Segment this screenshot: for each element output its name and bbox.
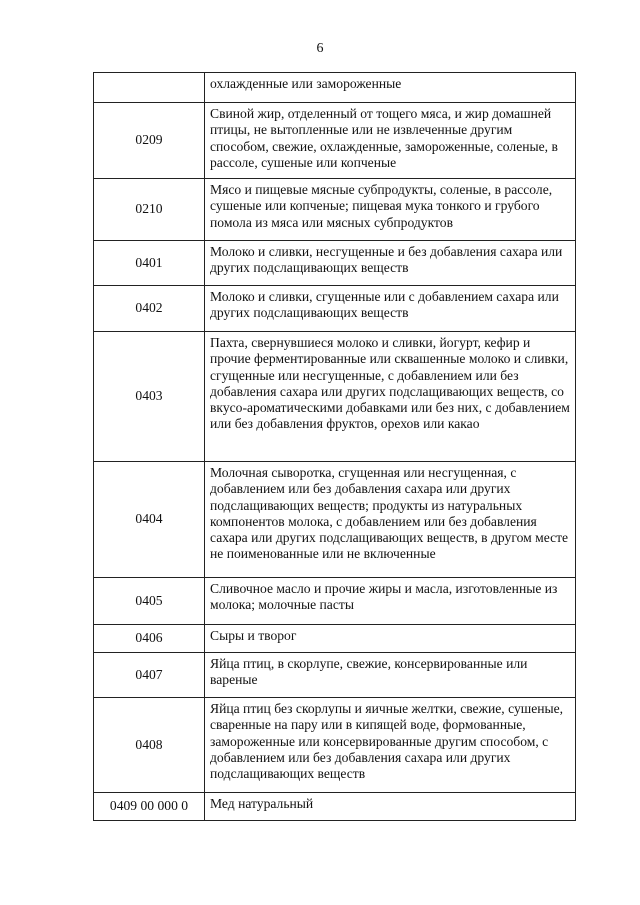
code-cell: 0209 — [94, 103, 205, 179]
code-cell: 0403 — [94, 332, 205, 462]
description-cell: Мед натуральный — [205, 793, 576, 821]
table-row — [94, 73, 576, 103]
table-row — [94, 793, 576, 821]
description-cell: Сыры и творог — [205, 625, 576, 653]
table-row — [94, 332, 576, 462]
description-cell: Молоко и сливки, сгущенные или с добавлением сахара или других подслащивающих веществ — [205, 286, 576, 332]
table-row — [94, 625, 576, 653]
description-cell: Яйца птиц, в скорлупе, свежие, консервированные или вареные — [205, 653, 576, 698]
description-cell: Яйца птиц без скорлупы и яичные желтки, свежие, сушеные, сваренные на пару или в кипящей воде, формованные, замороженные или консервированные другим способом, с добавлением или без добавления сахара или других подслащивающих веществ — [205, 698, 576, 793]
description-cell: Свиной жир, отделенный от тощего мяса, и жир домашней птицы, не вытопленные или не извлеченные другим способом, свежие, охлажденные, замороженные, соленые, в рассоле, сушеные или копченые — [205, 103, 576, 179]
description-cell: Молоко и сливки, несгущенные и без добавления сахара или других подслащивающих веществ — [205, 241, 576, 286]
code-cell: 0408 — [94, 698, 205, 793]
description-cell: Пахта, свернувшиеся молоко и сливки, йогурт, кефир и прочие ферментированные или сквашенные молоко и сливки, сгущенные или несгущенные, с добавлением или без добавления сахара или других подслащивающих веществ, со вкусо-ароматическими добавками или без них, с добавлением или без добавления фруктов, орехов или какао — [205, 332, 576, 462]
code-cell — [94, 73, 205, 103]
table-row — [94, 103, 576, 179]
code-cell: 0402 — [94, 286, 205, 332]
description-cell: Мясо и пищевые мясные субпродукты, соленые, в рассоле, сушеные или копченые; пищевая мука тонкого и грубого помола из мяса или мясных субпродуктов — [205, 179, 576, 241]
table-row — [94, 179, 576, 241]
table-row — [94, 241, 576, 286]
code-cell: 0210 — [94, 179, 205, 241]
code-cell: 0407 — [94, 653, 205, 698]
description-cell: Сливочное масло и прочие жиры и масла, изготовленные из молока; молочные пасты — [205, 578, 576, 625]
code-cell: 0406 — [94, 625, 205, 653]
description-cell: Молочная сыворотка, сгущенная или несгущенная, с добавлением или без добавления сахара или других подслащивающих веществ; продукты из натуральных компонентов молока, с добавлением или без добавления сахара или других подслащивающих веществ, в другом месте не поименованные или не включенные — [205, 462, 576, 578]
code-cell: 0401 — [94, 241, 205, 286]
table-row — [94, 286, 576, 332]
table-row — [94, 698, 576, 793]
code-cell: 0409 00 000 0 — [94, 793, 205, 821]
product-codes-table — [93, 72, 576, 821]
table-row — [94, 578, 576, 625]
code-cell: 0404 — [94, 462, 205, 578]
table-row — [94, 653, 576, 698]
page-number: 6 — [316, 41, 324, 56]
code-cell: 0405 — [94, 578, 205, 625]
description-cell: охлажденные или замороженные — [205, 73, 576, 103]
table-row — [94, 462, 576, 578]
